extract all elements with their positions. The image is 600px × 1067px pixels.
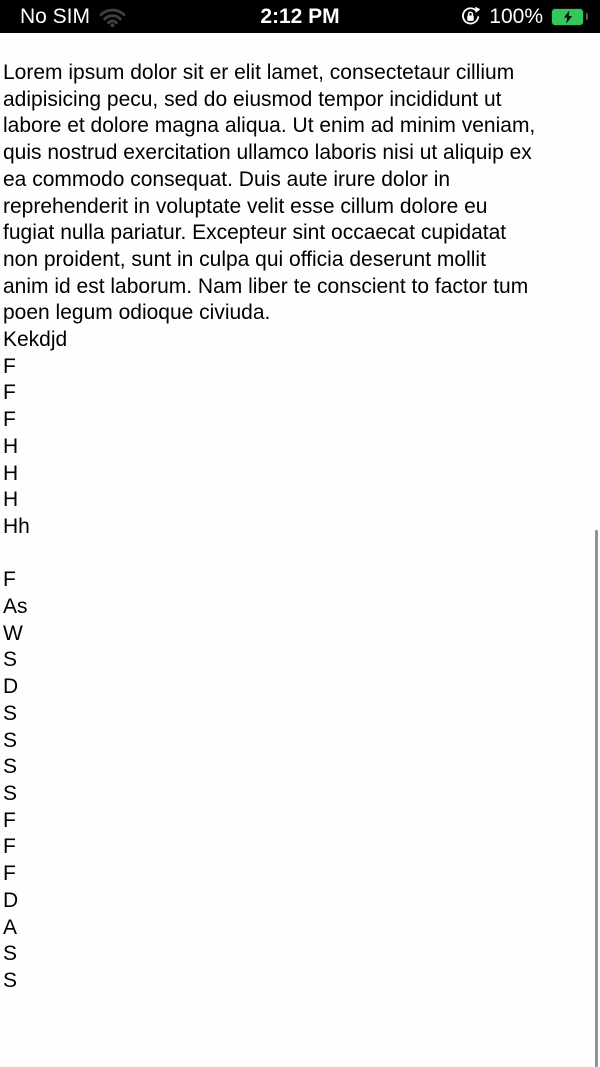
typed-line: S xyxy=(3,968,18,992)
paragraph-line: non proident, sunt in culpa qui officia deserunt mollit xyxy=(3,247,486,271)
paragraph-line: anim id est laborum. Nam liber te conscient to factor tum xyxy=(3,274,529,298)
status-bar xyxy=(0,0,600,33)
typed-line: S xyxy=(3,701,18,725)
typed-lines xyxy=(3,327,600,995)
typed-line: S xyxy=(3,755,18,779)
typed-line: As xyxy=(3,595,28,619)
carrier-label: No SIM xyxy=(20,4,91,28)
orientation-lock-icon xyxy=(460,6,481,27)
paragraph-line: reprehenderit in voluptate velit esse cillum dolore eu xyxy=(3,194,488,218)
paragraph-line: ea commodo consequat. Duis aute irure dolor in xyxy=(3,167,451,191)
paragraph-line: labore et dolore magna aliqua. Ut enim ad minim veniam, xyxy=(3,114,536,138)
clock-label: 2:12 PM xyxy=(260,4,340,28)
paragraph-line: fugiat nulla pariatur. Excepteur sint occaecat cupidatat xyxy=(3,221,507,245)
typed-line: F xyxy=(3,354,16,378)
scrollbar[interactable] xyxy=(595,530,598,1067)
typed-line: Hh xyxy=(3,514,30,538)
typed-line: D xyxy=(3,888,19,912)
typed-line: F xyxy=(3,808,16,832)
typed-line: S xyxy=(3,781,18,805)
typed-line: F xyxy=(3,408,16,432)
typed-line: H xyxy=(3,461,19,485)
typed-line: D xyxy=(3,675,19,699)
typed-line: F xyxy=(3,862,16,886)
lorem-paragraph xyxy=(3,60,600,327)
typed-line: F xyxy=(3,568,16,592)
typed-line: S xyxy=(3,648,18,672)
paragraph-line: poen legum odioque civiuda. xyxy=(3,301,271,325)
typed-line: W xyxy=(3,621,23,645)
battery-percent-label: 100% xyxy=(489,4,543,28)
paragraph-line: quis nostrud exercitation ullamco laboris nisi ut aliquip ex xyxy=(3,141,532,165)
paragraph-line: Lorem ipsum dolor sit er elit lamet, consectetaur cillium xyxy=(3,61,515,84)
typed-line: Kekdjd xyxy=(3,328,68,352)
typed-line: F xyxy=(3,835,16,859)
battery-charging-icon xyxy=(551,8,584,26)
typed-line: H xyxy=(3,434,19,458)
typed-line xyxy=(3,541,600,568)
typed-line: F xyxy=(3,381,16,405)
wifi-icon xyxy=(99,7,126,27)
typed-line: A xyxy=(3,915,18,939)
typed-line: H xyxy=(3,488,19,512)
text-content-area[interactable] xyxy=(0,33,600,995)
status-bar-right xyxy=(460,5,584,29)
paragraph-line: adipisicing pecu, sed do eiusmod tempor incididunt ut xyxy=(3,87,502,111)
typed-line: S xyxy=(3,728,18,752)
typed-line: S xyxy=(3,942,18,966)
status-bar-left xyxy=(20,5,126,29)
